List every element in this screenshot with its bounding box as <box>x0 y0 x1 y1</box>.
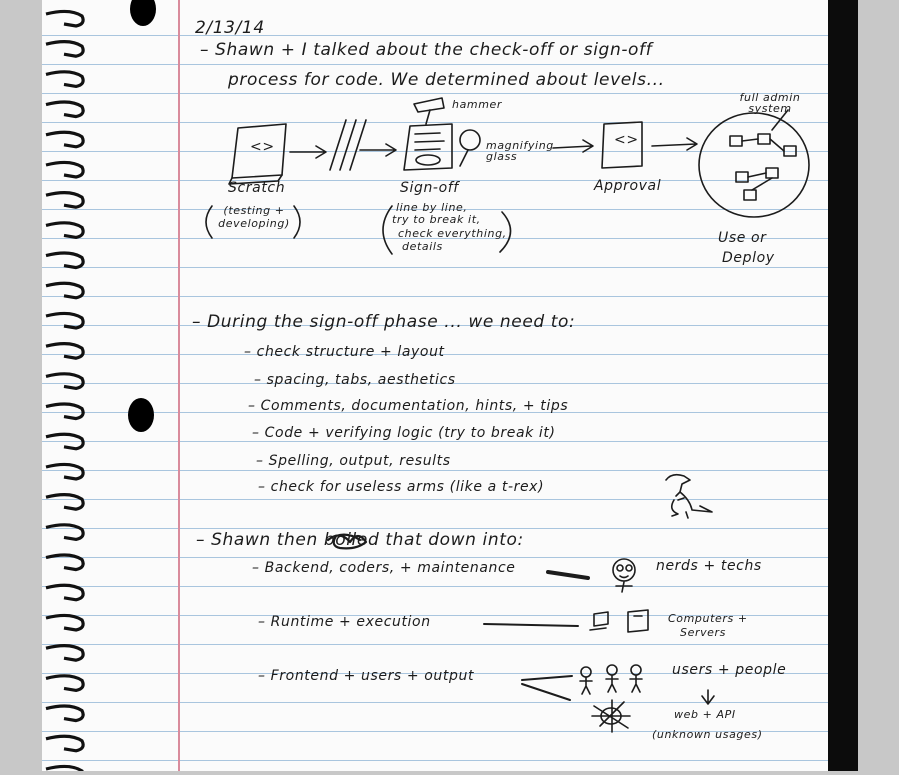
paren <box>294 206 300 238</box>
scratch-note: (testing + developing) <box>218 204 290 230</box>
approval-code-glyph: <> <box>614 132 639 148</box>
connector-stroke <box>522 676 572 700</box>
date: 2/13/14 <box>195 18 265 38</box>
arrow <box>702 690 714 704</box>
magnifying-glass-label: magnifying glass <box>486 139 554 163</box>
boiled-row-backend-who: nerds + techs <box>656 558 762 574</box>
boiled-row-frontend-who: users + people <box>672 662 787 678</box>
phase-item: – check structure + layout <box>244 344 445 360</box>
boiled-row-runtime-who-2: Servers <box>680 626 727 639</box>
paren <box>383 206 392 254</box>
arrow <box>652 138 697 150</box>
signoff-note-1: line by line, <box>396 201 468 214</box>
barrier-slashes <box>330 120 366 170</box>
paren <box>206 206 212 238</box>
approval-title: Approval <box>594 178 662 194</box>
deploy-line-1: Use or <box>718 230 767 246</box>
t-rex-doodle <box>666 475 712 518</box>
web-api-note: (unknown usages) <box>652 728 763 741</box>
computer-icon <box>590 610 648 632</box>
boiled-row-runtime-who-1: Computers + <box>668 612 748 625</box>
scratch-title: Scratch <box>228 180 286 196</box>
web-icon <box>592 700 630 732</box>
hammer-icon <box>414 98 444 124</box>
intro-line-2: process for code. We determined about levels... <box>228 70 665 90</box>
boiled-row-runtime: – Runtime + execution <box>258 614 431 630</box>
phase-heading: – During the sign-off phase ... we need to: <box>192 312 576 332</box>
deploy-line-2: Deploy <box>722 250 775 266</box>
hammer-label: hammer <box>452 98 503 111</box>
signoff-document-icon <box>404 124 452 170</box>
arrow <box>553 140 593 152</box>
connector-stroke <box>548 572 588 578</box>
signoff-note-4: details <box>402 240 443 253</box>
connector-stroke <box>484 624 578 626</box>
scratch-code-glyph: <> <box>250 139 275 155</box>
arrow <box>290 146 326 158</box>
admin-system-icon <box>699 110 809 217</box>
intro-line-1: – Shawn + I talked about the check-off or sign-off <box>200 40 653 60</box>
arrow <box>360 144 396 156</box>
boiled-row-frontend: – Frontend + users + output <box>258 668 475 684</box>
phase-item: – Code + verifying logic (try to break it) <box>252 425 556 441</box>
boiled-heading: – Shawn then boiled that down into: <box>196 530 524 550</box>
signoff-note-2: try to break it, <box>392 213 481 226</box>
magnifying-glass-icon <box>460 130 480 166</box>
signoff-title: Sign-off <box>400 180 459 196</box>
phase-item: – Spelling, output, results <box>256 453 451 469</box>
full-admin-label: full admin system <box>739 91 801 115</box>
phase-item: – spacing, tabs, aesthetics <box>254 372 456 388</box>
signoff-note-3: check everything, <box>398 227 507 240</box>
nerd-icon <box>613 559 635 592</box>
web-api-label: web + API <box>674 708 736 721</box>
phase-item: – check for useless arms (like a t-rex) <box>258 479 545 495</box>
phase-item: – Comments, documentation, hints, + tips <box>248 398 569 414</box>
boiled-row-backend: – Backend, coders, + maintenance <box>252 560 516 576</box>
users-stick-figures-icon <box>580 665 642 694</box>
